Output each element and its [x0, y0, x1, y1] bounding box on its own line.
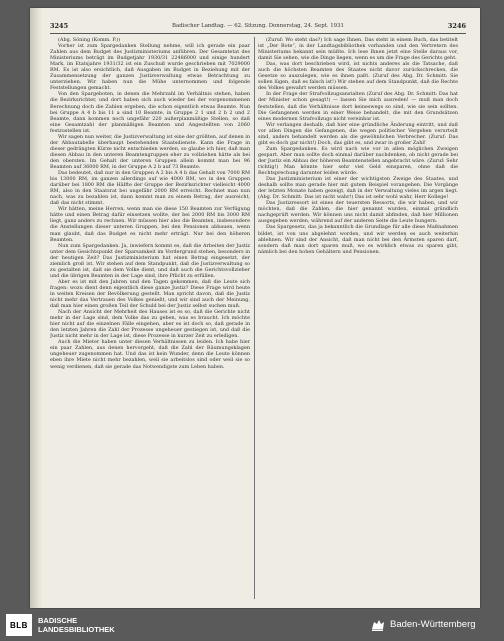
- paragraph: Das bedeutet, daß nur in den Gruppen A 2 bis A 4 b das Gehalt von 7000 RM bis 13000 RM, im ganzen allerdings auf wie 4000 RM, wo in den Gruppen darüber bei 1800 RM die Hälfte der Gruppe der Bezirksrichter vielleicht 4000 RM, also in den Staatsrat bei ungefähr 2000 RM erreicht. Rechnet man nun nach, was zu bezahlen ist, dann kommt man zu einem Betrag, der ausreicht, daß das nicht stimmt.: [50, 170, 250, 207]
- lion-crest-icon: [370, 618, 386, 632]
- paragraph: Zum Spargedanken. Es wird nach wie vor in allen möglichen Zweigen gespart. Aber man sollte doch einmal darüber nachdenken, ob nicht gerade bei der Justiz ein Abbau der höheren Beamtenstellen angebracht wäre. (Zuruf: Sehr richtig!) Man könnte hier sehr viel Geld einsparen, ohne daß die Rechtsprechung darunter leiden würde.: [258, 145, 458, 177]
- paragraph: Auch die Mieter haben unter diesen Verhältnissen zu leiden. Ich habe hier ein paar Zahlen, aus denen hervorgeht, daß die Zahl der Räumungsklagen ungeheuer zugenommen hat. Und das ist kein Wunder, denn die Leute können eben ihre Miete nicht mehr bezahlen, weil sie arbeitslos sind oder weil sie so wenig verdienen, daß sie gerade das Notwendigste zum Leben haben.: [50, 339, 250, 370]
- header-rule: [50, 33, 466, 34]
- paragraph: Vorher ist zum Spargedanken Stellung nehme, will ich gerade ein paar Zahlen aus dem Budget des Justizministeriums anführen. Der Gesamtetat des Ministeriums beträgt im Budgetjahr 1930/31 22486000 und einige hundert Mark, im Etatsjahre 1931/32 ist ein Zuschuß wurde geschrieben mit 7029000 RM. Es ist also ersichtlich, daß Ausgaben im Budget in Beziehung mit der Zusammensetzung der ganzen Justizverwaltung etwas Betrachtung zu unterziehen. Wir haben nun die Mühe unternommen und folgende Feststellungen gemacht.: [50, 43, 250, 92]
- paragraph: Wir sagen nun weiter, die Justizverwaltung ist eine der größten, auf denen in der Abbautabelle überhaupt bestehenden Staatsdienste. Kann die Frage in dieser gedrängten Kürze nicht entschieden werden, so glaube ich hier, daß man diesen Abbau in den unteren Beamtengruppen eher zu vollziehen hätte als bei den obersten. Im Gehalt der unteren Gruppen allein kommt man bei 96 Beamten auf 36000 RM, in der Gruppe A 2 b auf 73 Beamte.: [50, 133, 250, 170]
- paragraph: (Zuruf: Wo steht das?) Ich sage Ihnen, Das steht in einem Buch, das betitelt ist „Der Bote“, in der Landtagsbibliothek vorhanden und den Vertretern des Ministeriums bekannt sein müßte. Ich lese Ihnen jetzt eine Stelle daraus vor, damit Sie sehen, wie die Dinge liegen, wenn es um die Frage des Gerichts geht.: [258, 37, 458, 62]
- page-gutter: [30, 8, 42, 608]
- paragraph: Nach der Ansicht der Mehrheit des Hauses ist es so, daß die Gerichte nicht mehr in der Lage sind, dem Volke das zu geben, was es braucht. Ich möchte hier nicht auf die einzelnen Fälle eingehen, aber es ist doch so, daß gerade in den letzten Jahren die Zahl der Prozesse ungeheuer gestiegen ist, und daß die Justiz nicht mehr in der Lage ist, diese Prozesse in kurzer Zeit zu erledigen.: [50, 309, 250, 340]
- library-name-line1: BADISCHE: [38, 616, 78, 625]
- paragraph: Das Justizressort ist eines der teuersten Ressorts, die wir haben, und wir möchten, daß die Zahlen, die hier genannt wurden, einmal gründlich nachgeprüft werden. Wir können uns nicht damit abfinden, daß hier Millionen ausgegeben werden, während auf der anderen Seite die Leute hungern.: [258, 200, 458, 225]
- scanned-page: [30, 8, 480, 608]
- paragraph: In der Frage der Strafvollzugsanstalten (Zuruf des Abg. Dr. Schmitt: Das hat der Minister schon gesagt!) — lassen Sie mich ausreden! — muß man doch feststellen, daß die Verhältnisse dort keineswegs so sind, wie sie sein sollten. Die Gefangenen werden in einer Weise behandelt, die mit den Grundsätzen eines modernen Strafvollzugs nicht vereinbar ist.: [258, 91, 458, 122]
- blb-logo: BLB: [6, 614, 32, 636]
- paragraph: Das Spargesetz, das ja bekanntlich die Grundlage für alle diese Maßnahmen bildet, ist von uns abgelehnt worden, und wir werden es auch weiterhin ablehnen. Wir sind der Ansicht, daß man nicht bei den Ärmsten sparen darf, sondern daß man dort sparen muß, wo es wirklich etwas zu sparen gibt, nämlich bei den hohen Gehältern und Pensionen.: [258, 224, 458, 255]
- paragraph: Nun zum Spargedanken. Ja, inwiefern kommt es, daß die Arbeiten der Justiz unter dem Gesichtspunkt der Sparsamkeit im Vordergrund stehen, besonders in der heutigen Zeit? Das Justizministerium hat einen Betrag eingesetzt, der ziemlich groß ist. Wir stehen auf dem Standpunkt, daß die Justizverwaltung so zu gestalten ist, daß sie dem Volke dient, und daß auch die Gerichtsvollzieher und die übrigen Beamten in der Lage sind, ihre Pflicht zu erfüllen.: [50, 242, 250, 279]
- library-name-line2: LANDESBIBLIOTHEK: [38, 625, 115, 634]
- column-rule: [254, 37, 255, 599]
- paragraph: Von den Spargeboten, in denen die Mehrzahl im Verhältnis stehen, haben die Bezirksrichter, und dort haben sich auch wieder bei der vorgenommenen Berechnung doch die Zahlen ergeben, die schon eigentlich etwas Beamte. Nun bei Gruppe A 4 b bis 11 a sind 10 Beamte, in Gruppe 2 1 und 2 b 2 und 2 Beamte, dann kommen noch ungefähr 220 außerplanmäßige Stellen, so daß eine Gesamtzahl der planmäßigen Beamten und Angestellten von 2060 festzustellen ist.: [50, 91, 250, 134]
- footer-bar: [0, 609, 504, 641]
- page-number-left: 3245: [50, 22, 69, 30]
- paragraph: Wir hätten, meine Herren, wenn man sie diese 150 Beamten zur Verfügung hätte und einen Betrag dafür einsetzen wollte, der bei 2000 RM bis 3000 RM liegt, ganz anders zu rechnen. Wir müssen hier also die Beamten, insbesondere die Anstellungen dieser unteren Gruppen, bei den Pensionen abbauen, wenn man glaubt, daß das Budget es nicht mehr erträgt. Nur bei den höheren Beamten.: [50, 206, 250, 243]
- left-column: [50, 37, 250, 599]
- paragraph: (Abg. Söning (Komm. P.)): [58, 37, 121, 43]
- state-name: Baden-Württemberg: [390, 619, 476, 630]
- page-number-right: 3246: [447, 22, 466, 30]
- page-header: [50, 20, 466, 32]
- library-name: [38, 616, 115, 634]
- paragraph: Wir verlangen deshalb, daß hier eine gründliche Änderung eintritt, und daß vor allen Dingen die Gefangenen, die wegen politischer Vergehen verurteilt sind, anders behandelt werden als die gewöhnlichen Verbrecher. (Zuruf: Das gibt es doch gar nicht!) Doch, das gibt es, und zwar in großer Zahl!: [258, 121, 458, 146]
- paragraph: Das Justizministerium ist einer der wichtigsten Zweige des Staates, und deshalb sollte man gerade hier mit gutem Beispiel vorangehen. Die Vorgänge der letzten Monate haben gezeigt, daß in der Verwaltung vieles im argen liegt. (Abg. Dr. Schmitt: Das ist nicht wahr!) Das ist sehr wohl wahr, Herr Kollege!: [258, 176, 458, 201]
- paragraph: Das, was dort beschrieben wird, ist nichts anderes als die Tatsache, daß auch die höchsten Beamten des Staates nicht davor zurückschrecken, die Gesetze so auszulegen, wie es ihnen paßt. (Zuruf des Abg. Dr. Schmitt: Sie sollen lügen, daß es falsch ist!) Wir stehen auf dem Standpunkt, daß die Rechte des Volkes gewahrt werden müssen.: [258, 61, 458, 92]
- paragraph: Aber es ist mit den Jahren und den Tagen gekommen, daß die Leute sich fragen: wozu dient denn eigentlich diese ganze Justiz? Diese Frage wird heute in weiten Kreisen der Bevölkerung gestellt. Man spricht davon, daß die Justiz nicht mehr das Vertrauen des Volkes genießt, und wir sind auch der Meinung, daß man hier einen großen Teil der Schuld bei der Justiz selbst suchen muß.: [50, 278, 250, 310]
- running-title: Badischer Landtag. — 62. Sitzung. Donnerstag, 24. Sept. 1931: [172, 23, 344, 29]
- right-column: [258, 37, 458, 599]
